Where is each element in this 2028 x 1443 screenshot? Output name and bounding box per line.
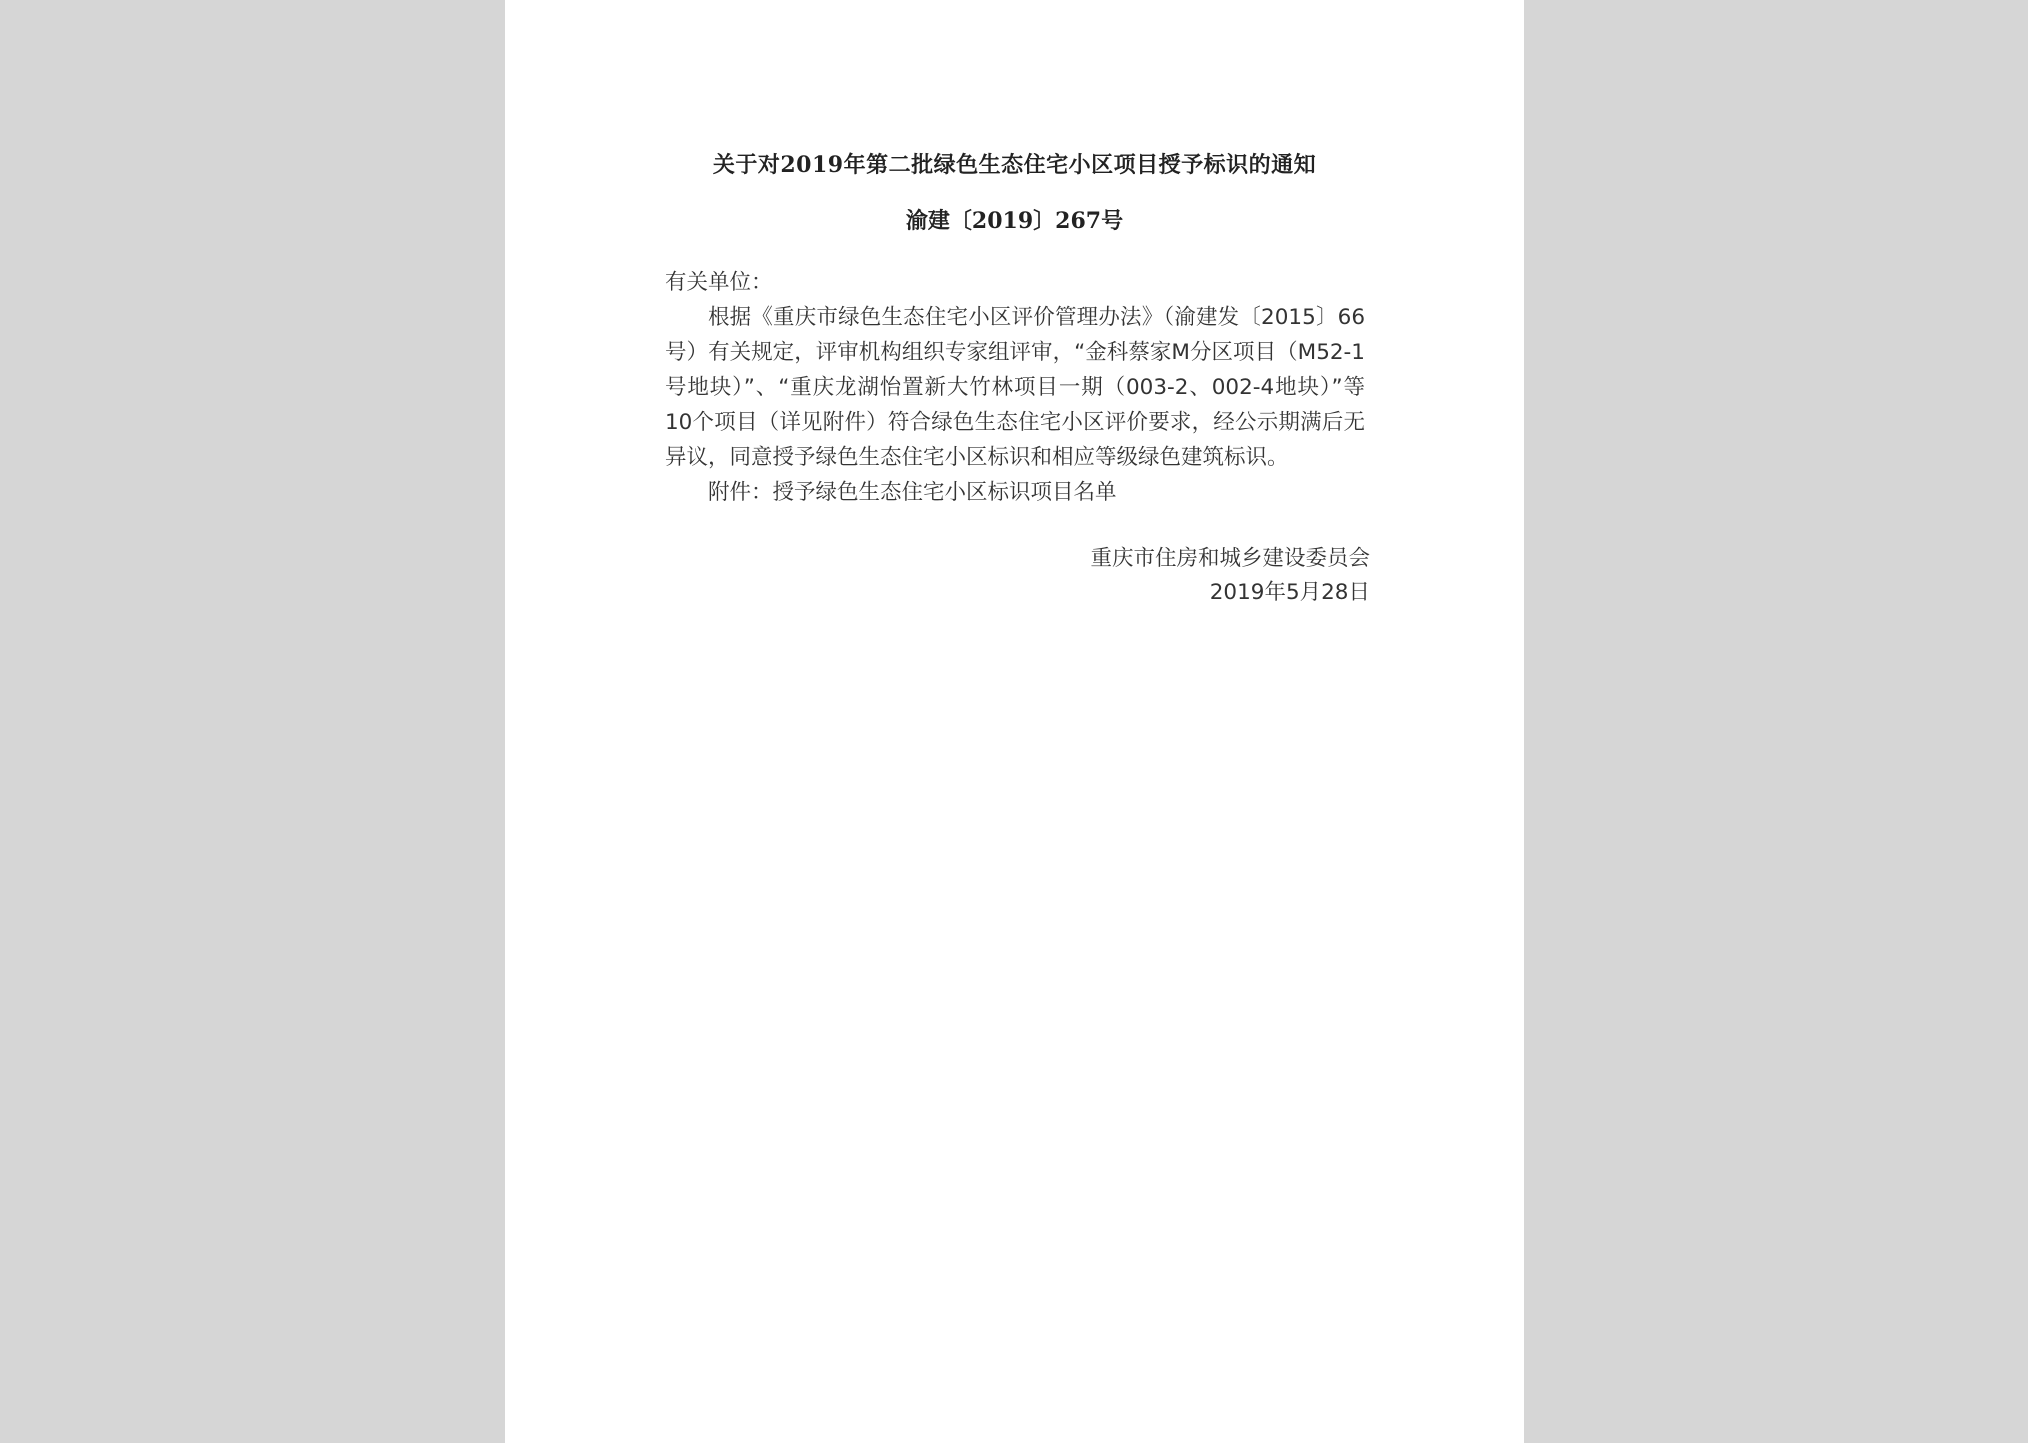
body-paragraph: 根据《重庆市绿色生态住宅小区评价管理办法》（渝建发〔2015〕66号）有关规定，评审机构组织专家组评审，“金科蔡家M分区项目（M52-1号地块）”、“重庆龙湖怡置新大竹林项目一期（003-2、002-4地块）”等10个项目（详见附件）符合绿色生态住宅小区评价要求，经公示期满后无异议，同意授予绿色生态住宅小区标识和相应等级绿色建筑标识。 [665,305,1365,470]
issue-date: 2019年5月28日 [1209,580,1370,605]
signature-block [665,542,1370,610]
document-title: 关于对2019年第二批绿色生态住宅小区项目授予标识的通知 [712,152,1317,178]
attachment-line: 附件：授予绿色生态住宅小区标识项目名单 [708,480,1117,505]
document-page [505,0,1524,1443]
document-body [665,265,1365,510]
salutation: 有关单位： [665,270,773,295]
document-number: 渝建〔2019〕267号 [905,208,1124,234]
issuer-name: 重庆市住房和城乡建设委员会 [1090,546,1370,571]
